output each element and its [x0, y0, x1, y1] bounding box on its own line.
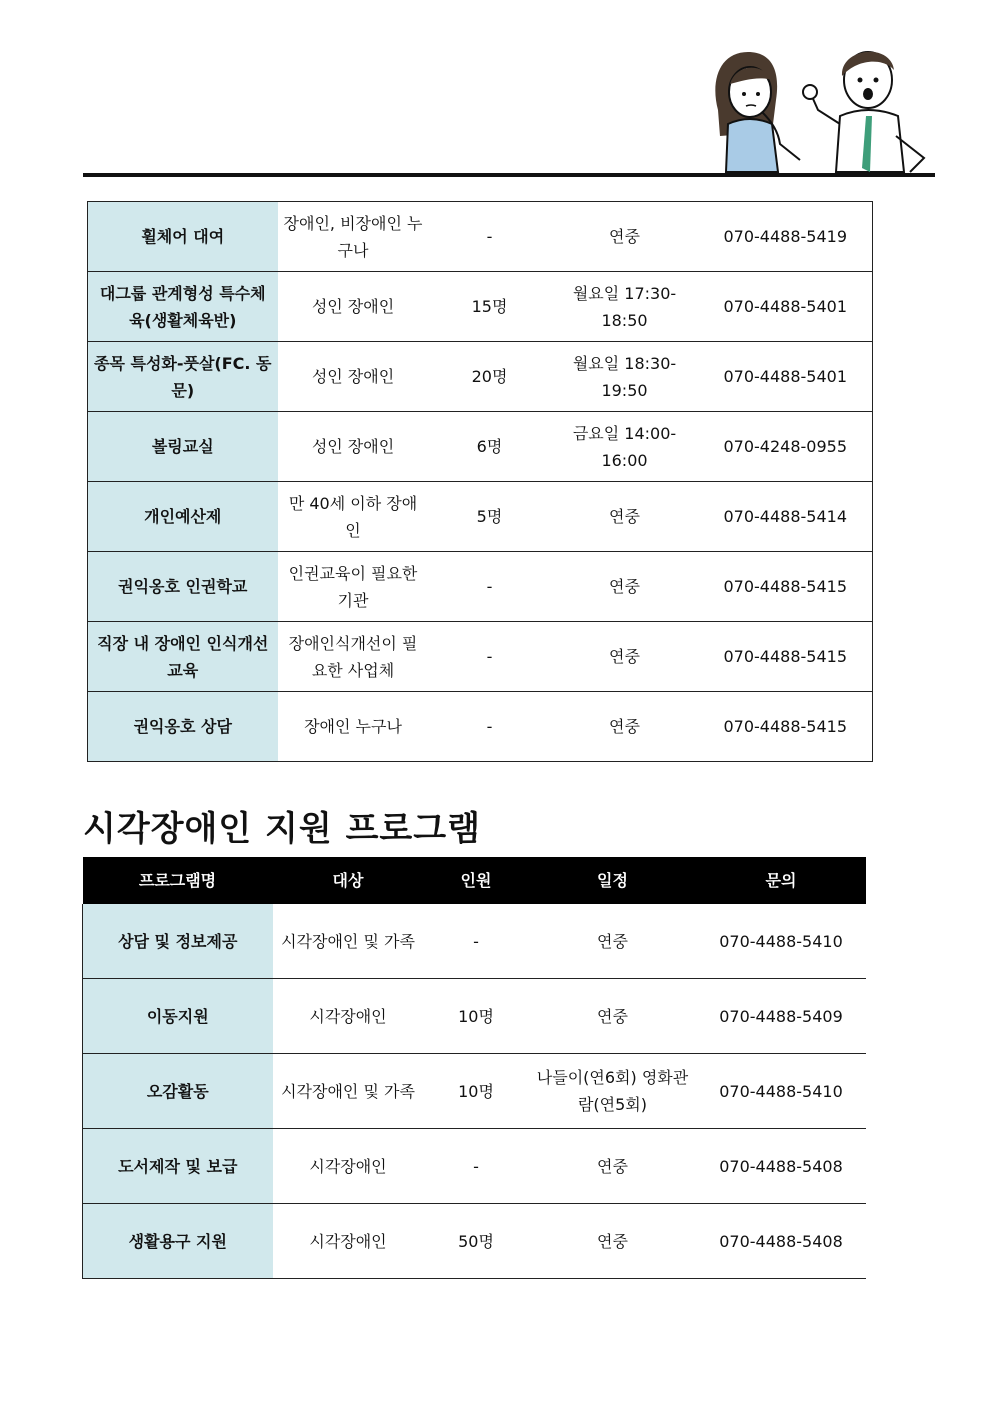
- two-people-talking-illustration: [700, 40, 930, 176]
- cell-program: 직장 내 장애인 인식개선교육: [88, 622, 278, 692]
- table-row: [88, 622, 873, 692]
- cell-count: -: [424, 904, 529, 979]
- cell-schedule: 연중: [529, 1204, 697, 1279]
- cell-schedule: 연중: [551, 202, 699, 272]
- cell-program: 개인예산제: [88, 482, 278, 552]
- cell-contact: 070-4488-5415: [699, 692, 873, 762]
- cell-count: 15명: [429, 272, 551, 342]
- top-divider: [83, 173, 935, 177]
- cell-program: 도서제작 및 보급: [83, 1129, 273, 1204]
- table-row: [83, 1054, 866, 1129]
- cell-program: 종목 특성화-풋살(FC. 동문): [88, 342, 278, 412]
- cell-contact: 070-4488-5401: [699, 342, 873, 412]
- cell-count: 5명: [429, 482, 551, 552]
- table-row: [88, 342, 873, 412]
- cell-count: -: [424, 1129, 529, 1204]
- cell-contact: 070-4488-5408: [697, 1129, 866, 1204]
- cell-contact: 070-4488-5408: [697, 1204, 866, 1279]
- cell-contact: 070-4248-0955: [699, 412, 873, 482]
- cell-target: 성인 장애인: [278, 412, 429, 482]
- section-title: 시각장애인 지원 프로그램: [83, 809, 481, 849]
- table-header-row: [83, 857, 866, 904]
- cell-count: 50명: [424, 1204, 529, 1279]
- cell-program: 권익옹호 상담: [88, 692, 278, 762]
- table-row: [83, 904, 866, 979]
- cell-target: 성인 장애인: [278, 342, 429, 412]
- cell-program: 휠체어 대여: [88, 202, 278, 272]
- cell-target: 시각장애인 및 가족: [273, 1054, 424, 1129]
- cell-schedule: 연중: [551, 622, 699, 692]
- cell-count: -: [429, 692, 551, 762]
- program-table: [87, 201, 873, 762]
- cell-schedule: 연중: [529, 979, 697, 1054]
- table-row: [88, 202, 873, 272]
- visual-support-table-body: [83, 904, 866, 1279]
- table-row: [83, 1129, 866, 1204]
- cell-contact: 070-4488-5415: [699, 552, 873, 622]
- cell-contact: 070-4488-5401: [699, 272, 873, 342]
- cell-schedule: 월요일 18:30-19:50: [551, 342, 699, 412]
- cell-count: 6명: [429, 412, 551, 482]
- table-row: [88, 482, 873, 552]
- cell-schedule: 나들이(연6회) 영화관람(연5회): [529, 1054, 697, 1129]
- cell-target: 시각장애인: [273, 1204, 424, 1279]
- cell-contact: 070-4488-5410: [697, 1054, 866, 1129]
- program-table-body: [88, 202, 873, 762]
- cell-program: 권익옹호 인권학교: [88, 552, 278, 622]
- cell-target: 성인 장애인: [278, 272, 429, 342]
- table-row: [83, 979, 866, 1054]
- cell-schedule: 월요일 17:30-18:50: [551, 272, 699, 342]
- cell-contact: 070-4488-5414: [699, 482, 873, 552]
- cell-program: 볼링교실: [88, 412, 278, 482]
- table-row: [88, 552, 873, 622]
- cell-count: -: [429, 202, 551, 272]
- cell-target: 시각장애인: [273, 979, 424, 1054]
- cell-count: 20명: [429, 342, 551, 412]
- cell-target: 인권교육이 필요한 기관: [278, 552, 429, 622]
- cell-program: 생활용구 지원: [83, 1204, 273, 1279]
- cell-count: 10명: [424, 1054, 529, 1129]
- cell-schedule: 연중: [529, 1129, 697, 1204]
- cell-schedule: 연중: [551, 482, 699, 552]
- cell-schedule: 금요일 14:00-16:00: [551, 412, 699, 482]
- cell-count: -: [429, 552, 551, 622]
- table-row: [88, 272, 873, 342]
- header-count: 인원: [424, 857, 529, 904]
- table-row: [88, 692, 873, 762]
- cell-program: 이동지원: [83, 979, 273, 1054]
- cell-target: 만 40세 이하 장애인: [278, 482, 429, 552]
- cell-target: 장애인 누구나: [278, 692, 429, 762]
- cell-target: 장애인, 비장애인 누구나: [278, 202, 429, 272]
- header-program: 프로그램명: [83, 857, 273, 904]
- header-contact: 문의: [697, 857, 866, 904]
- cell-target: 시각장애인: [273, 1129, 424, 1204]
- cell-program: 오감활동: [83, 1054, 273, 1129]
- cell-schedule: 연중: [551, 692, 699, 762]
- cell-count: -: [429, 622, 551, 692]
- cell-program: 대그룹 관계형성 특수체육(생활체육반): [88, 272, 278, 342]
- table-row: [83, 1204, 866, 1279]
- header-schedule: 일정: [529, 857, 697, 904]
- cell-contact: 070-4488-5409: [697, 979, 866, 1054]
- cell-schedule: 연중: [551, 552, 699, 622]
- table-row: [88, 412, 873, 482]
- cell-program: 상담 및 정보제공: [83, 904, 273, 979]
- cell-count: 10명: [424, 979, 529, 1054]
- visual-support-table: [82, 857, 866, 1279]
- cell-target: 시각장애인 및 가족: [273, 904, 424, 979]
- header-target: 대상: [273, 857, 424, 904]
- cell-target: 장애인식개선이 필요한 사업체: [278, 622, 429, 692]
- cell-contact: 070-4488-5410: [697, 904, 866, 979]
- cell-schedule: 연중: [529, 904, 697, 979]
- cell-contact: 070-4488-5419: [699, 202, 873, 272]
- cell-contact: 070-4488-5415: [699, 622, 873, 692]
